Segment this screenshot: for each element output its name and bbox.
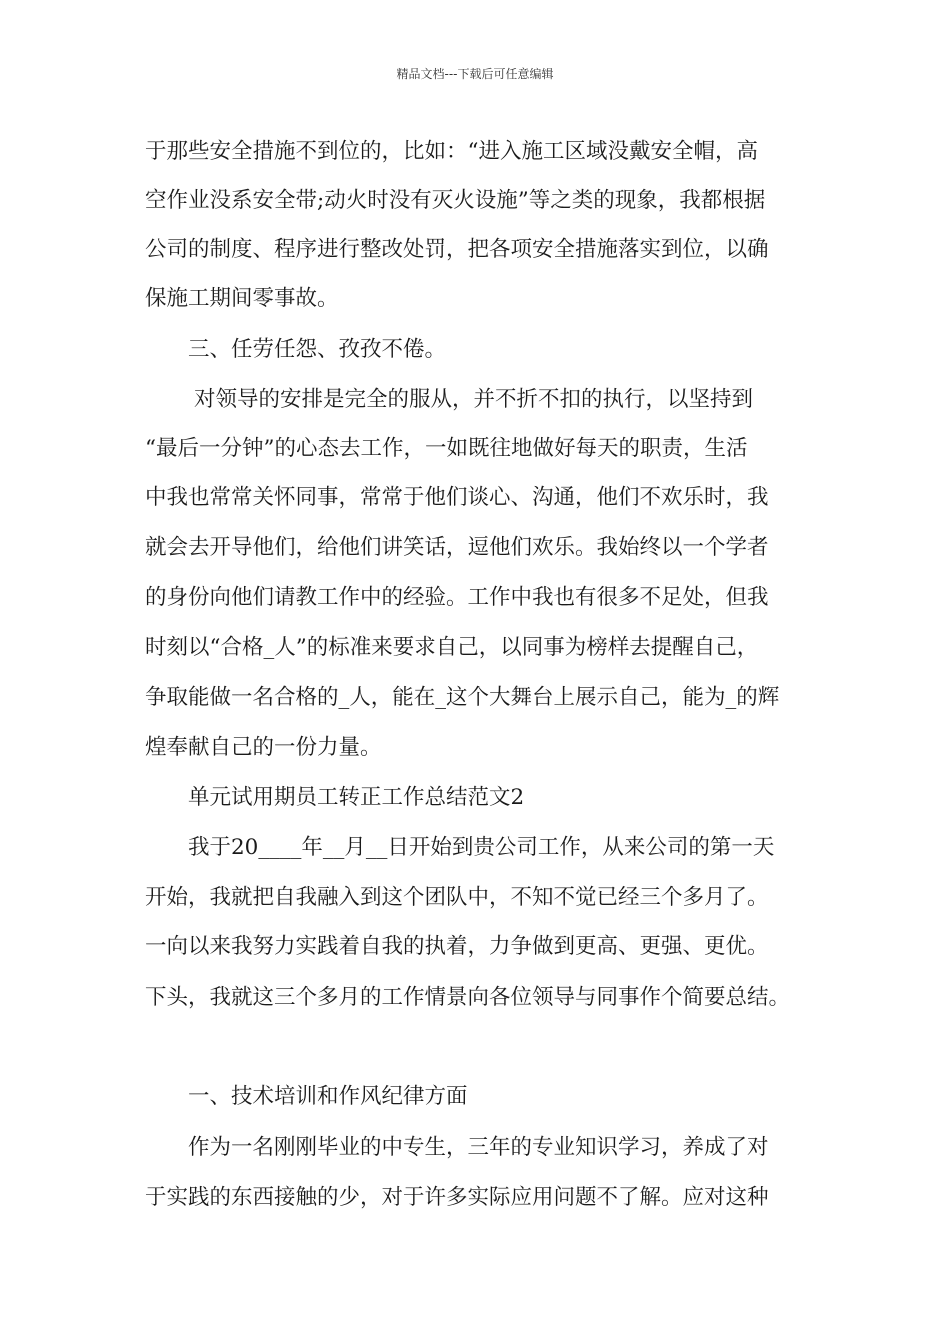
- text-line: 争取能做一名合格的_人，能在_这个大舞台上展示自己，能为_的辉: [145, 685, 780, 710]
- text-line: 开始，我就把自我融入到这个团队中，不知不觉已经三个多月了。: [145, 885, 769, 910]
- text-line: 就会去开导他们，给他们讲笑话，逗他们欢乐。我始终以一个学者: [145, 535, 769, 560]
- text-line: “最后一分钟”的心态去工作，一如既往地做好每天的职责，生活: [145, 436, 748, 461]
- text-line: 我于20____年__月__日开始到贵公司工作，从来公司的第一天: [188, 835, 775, 860]
- page-header: 精品文档---下载后可任意编辑: [396, 67, 554, 81]
- text-line: 时刻以“合格_人”的标准来要求自己，以同事为榜样去提醒自己，: [145, 635, 759, 660]
- text-line: 作为一名刚刚毕业的中专生，三年的专业知识学习，养成了对: [188, 1135, 769, 1160]
- article-title: 单元试用期员工转正工作总结范文2: [188, 785, 525, 810]
- text-line: 中我也常常关怀同事，常常于他们谈心、沟通，他们不欢乐时，我: [145, 485, 769, 510]
- section-heading: 三、任劳任怨、孜孜不倦。: [188, 337, 447, 362]
- text-line: 煌奉献自己的一份力量。: [145, 735, 382, 760]
- text-line: 下头，我就这三个多月的工作情景向各位领导与同事作个简要总结。: [145, 985, 791, 1010]
- text-line: 保施工期间零事故。: [145, 286, 339, 311]
- text-line: 于那些安全措施不到位的，比如：“进入施工区域没戴安全帽，高: [145, 139, 758, 164]
- section-heading: 一、技术培训和作风纪律方面: [188, 1084, 468, 1109]
- text-line: 一向以来我努力实践着自我的执着，力争做到更高、更强、更优。: [145, 934, 769, 959]
- text-line: 公司的制度、程序进行整改处罚，把各项安全措施落实到位，以确: [145, 237, 769, 262]
- text-line: 于实践的东西接触的少，对于许多实际应用问题不了解。应对这种: [145, 1185, 769, 1210]
- text-line: 空作业没系安全带;动火时没有灭火设施”等之类的现象，我都根据: [145, 188, 766, 213]
- text-line: 对领导的安排是完全的服从，并不折不扣的执行，以坚持到: [194, 387, 754, 412]
- text-line: 的身份向他们请教工作中的经验。工作中我也有很多不足处，但我: [145, 585, 769, 610]
